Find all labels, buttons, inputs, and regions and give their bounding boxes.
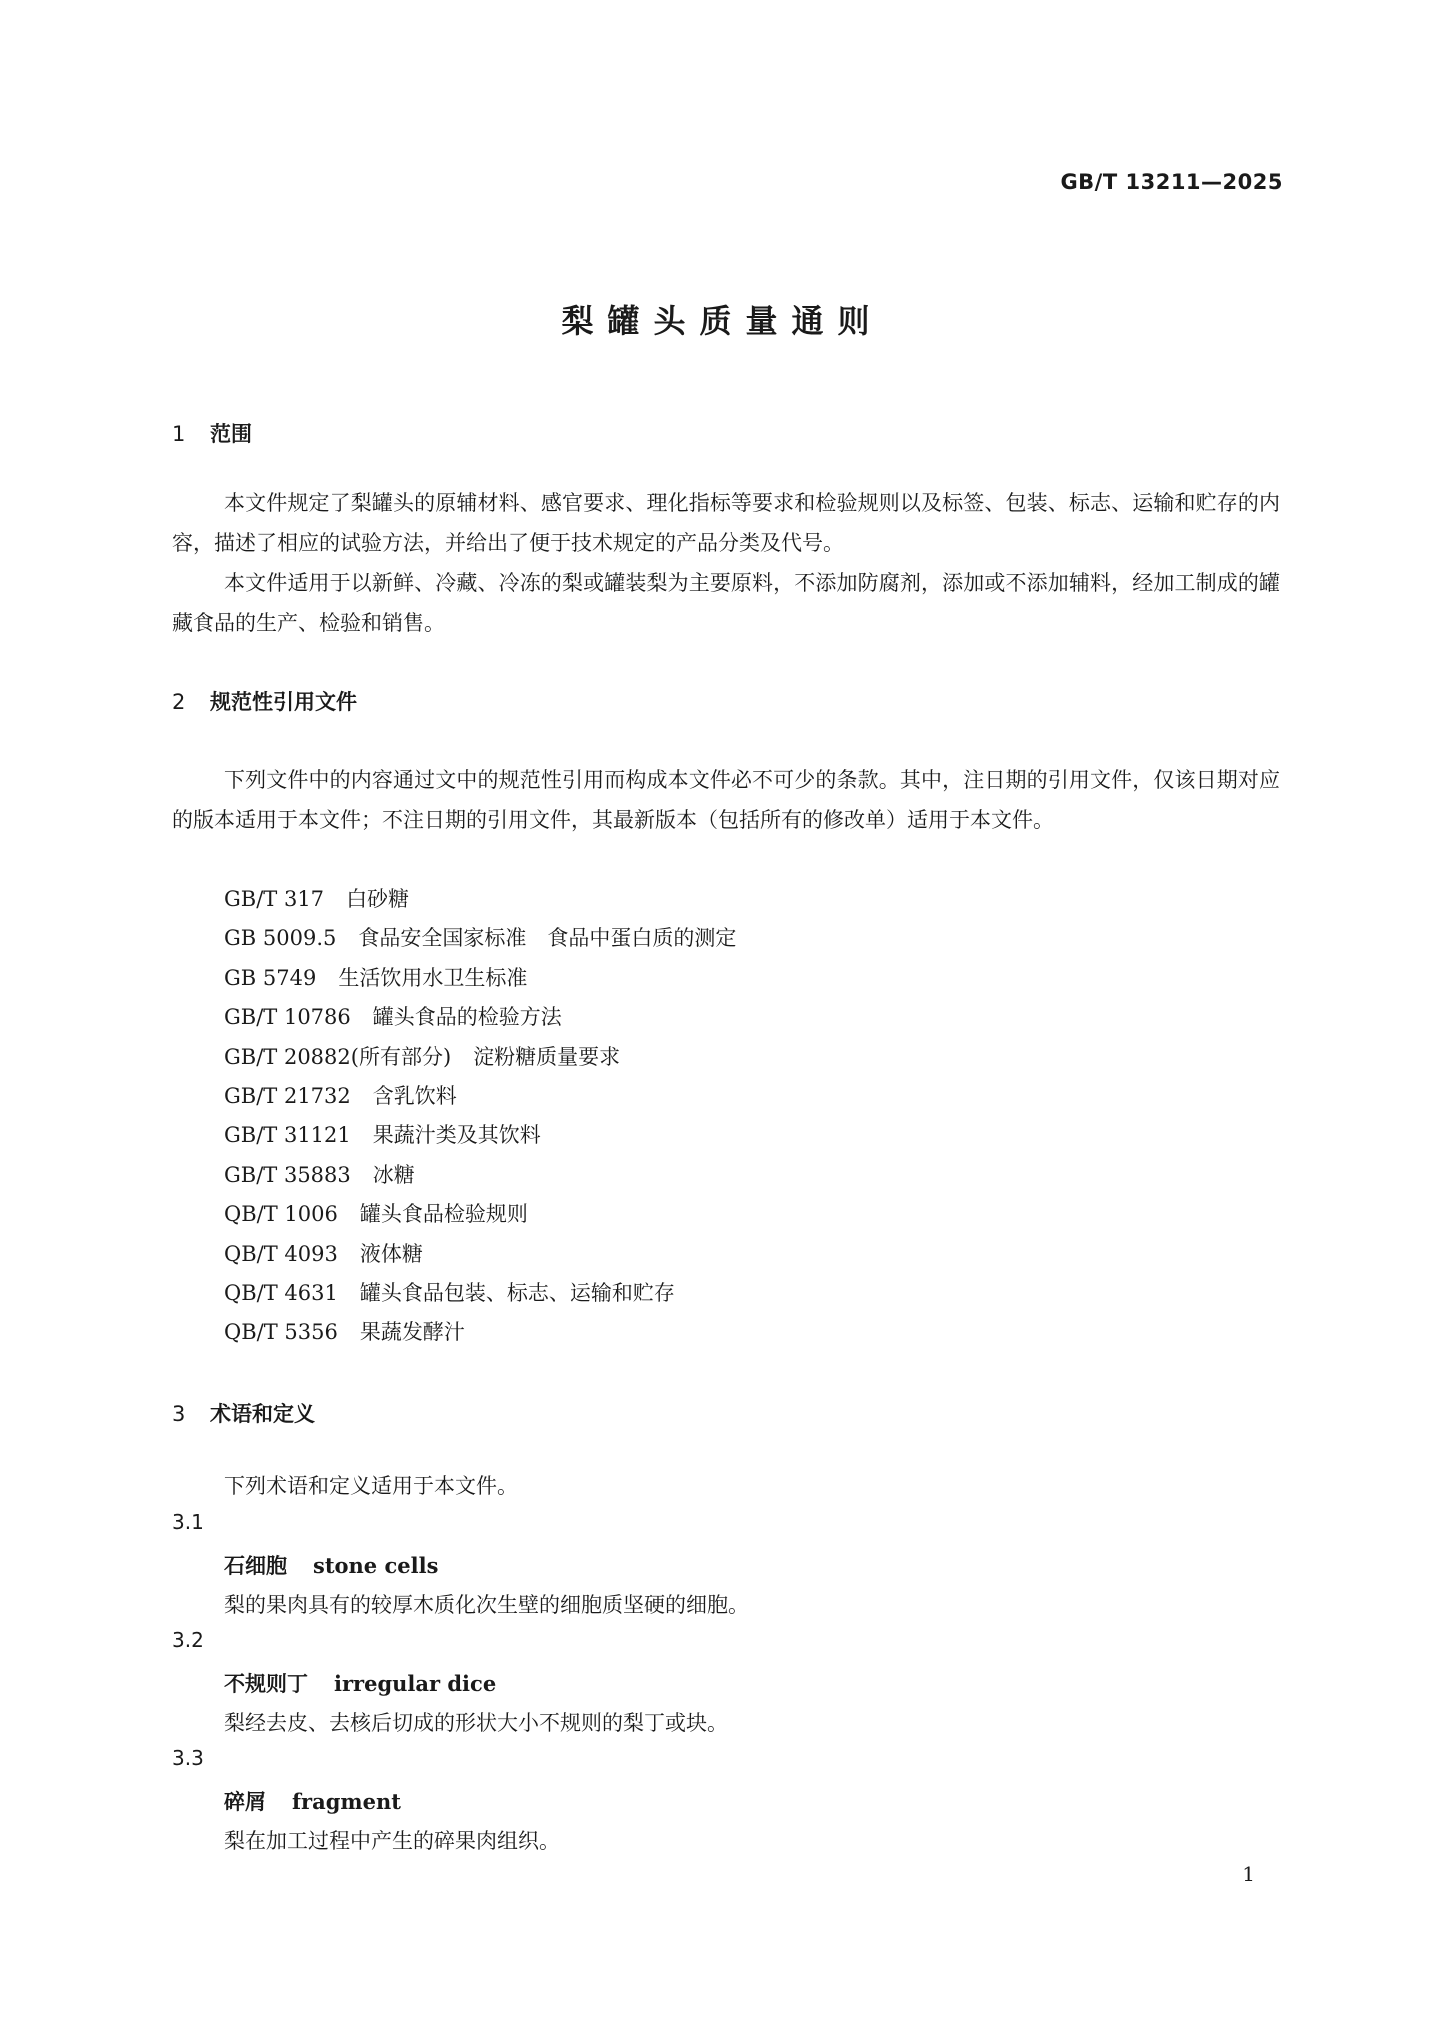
section-1-title: 范围: [210, 422, 252, 446]
standard-code: GB/T 13211—2025: [1060, 170, 1283, 194]
section-3-number: 3: [172, 1402, 186, 1426]
reference-item: [224, 1156, 1224, 1195]
section-1-number: 1: [172, 422, 186, 446]
term-definition: 梨在加工过程中产生的碎果肉组织。: [224, 1829, 560, 1853]
reference-title: 罐头食品包装、标志、运输和贮存: [359, 1280, 675, 1305]
reference-item: [224, 1195, 1224, 1234]
term-chinese: 石细胞: [224, 1554, 287, 1578]
normative-reference-list: [224, 880, 1224, 1353]
reference-code: QB/T 4631: [224, 1280, 338, 1305]
term-english: fragment: [292, 1789, 401, 1814]
reference-title: 冰糖: [372, 1162, 415, 1187]
reference-title: 罐头食品检验规则: [359, 1202, 528, 1227]
reference-item: [224, 880, 1224, 919]
reference-title: 食品安全国家标准 食品中蛋白质的测定: [358, 926, 737, 951]
reference-code: GB 5749: [224, 965, 317, 990]
page-number: 1: [1242, 1862, 1255, 1886]
reference-code: QB/T 4093: [224, 1241, 338, 1266]
reference-title: 生活饮用水卫生标准: [338, 965, 528, 990]
section-1-heading: [172, 418, 252, 448]
reference-title: 白砂糖: [346, 887, 410, 911]
reference-item: [224, 919, 1224, 958]
reference-item: [224, 1038, 1224, 1077]
section-2-title: 规范性引用文件: [210, 690, 357, 714]
reference-item: [224, 998, 1224, 1037]
section-2-number: 2: [172, 690, 186, 714]
reference-item: [224, 1077, 1224, 1116]
term-definition: 梨的果肉具有的较厚木质化次生壁的细胞质坚硬的细胞。: [224, 1593, 749, 1617]
reference-code: GB/T 35883: [224, 1162, 351, 1187]
term-english: irregular dice: [334, 1671, 497, 1696]
term-heading: [224, 1550, 438, 1580]
term-chinese: 不规则丁: [224, 1672, 308, 1696]
reference-code: QB/T 1006: [224, 1202, 338, 1227]
reference-item: [224, 1274, 1224, 1313]
section-1-paragraph-1: 本文件规定了梨罐头的原辅材料、感官要求、理化指标等要求和检验规则以及标签、包装、标志、运输和贮存的内容，描述了相应的试验方法，并给出了便于技术规定的产品分类及代号。: [172, 491, 1280, 555]
term-definition: 梨经去皮、去核后切成的形状大小不规则的梨丁或块。: [224, 1711, 728, 1735]
reference-title: 含乳饮料: [372, 1083, 457, 1108]
term-english: stone cells: [313, 1553, 439, 1578]
reference-item: [224, 959, 1224, 998]
reference-title: 淀粉糖质量要求: [473, 1044, 621, 1069]
reference-code: GB/T 21732: [224, 1083, 351, 1108]
reference-item: [224, 1235, 1224, 1274]
section-3-intro: 下列术语和定义适用于本文件。: [224, 1474, 518, 1498]
section-2-heading: [172, 686, 357, 716]
reference-item: [224, 1313, 1224, 1352]
reference-code: GB/T 317: [224, 887, 325, 911]
reference-title: 果蔬发酵汁: [359, 1320, 465, 1345]
reference-item: [224, 1116, 1224, 1155]
reference-code: GB/T 20882(所有部分): [224, 1044, 452, 1069]
section-3-title: 术语和定义: [210, 1402, 315, 1426]
section-1-paragraph-2: 本文件适用于以新鲜、冷藏、冷冻的梨或罐装梨为主要原料，不添加防腐剂，添加或不添加辅料，经加工制成的罐藏食品的生产、检验和销售。: [172, 571, 1280, 635]
section-2-intro: 下列文件中的内容通过文中的规范性引用而构成本文件必不可少的条款。其中，注日期的引用文件，仅该日期对应的版本适用于本文件；不注日期的引用文件，其最新版本（包括所有的修改单）适用于本文件。: [172, 768, 1280, 832]
term-number: 3.2: [172, 1628, 204, 1652]
reference-code: QB/T 5356: [224, 1320, 338, 1345]
term-heading: [224, 1786, 401, 1816]
reference-title: 罐头食品的检验方法: [372, 1005, 562, 1030]
term-number: 3.3: [172, 1746, 204, 1770]
term-number: 3.1: [172, 1510, 204, 1534]
reference-title: 果蔬汁类及其饮料: [372, 1123, 541, 1148]
reference-title: 液体糖: [359, 1241, 423, 1266]
term-chinese: 碎屑: [224, 1790, 266, 1814]
document-title: 梨罐头质量通则: [561, 302, 884, 340]
reference-code: GB 5009.5: [224, 926, 337, 951]
reference-code: GB/T 31121: [224, 1123, 351, 1148]
section-3-heading: [172, 1398, 315, 1428]
reference-code: GB/T 10786: [224, 1005, 351, 1030]
term-heading: [224, 1668, 496, 1698]
